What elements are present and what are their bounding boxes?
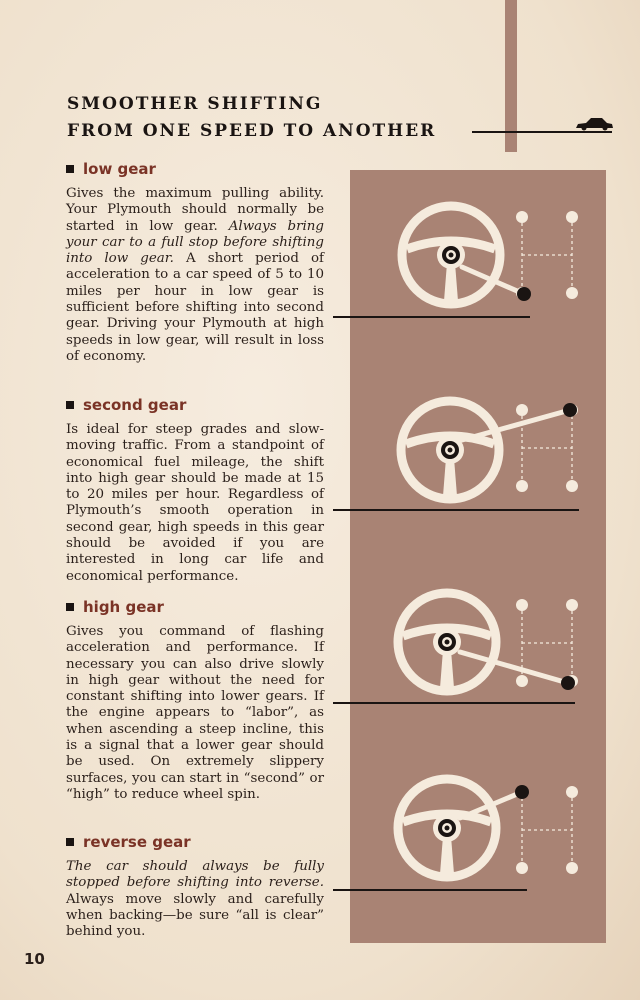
diagram-high-gear: [398, 593, 578, 691]
gear-shift-pattern-icon: [516, 599, 578, 687]
gear-shift-pattern-icon: [516, 786, 578, 874]
paragraph-low-gear: [66, 186, 324, 365]
section-heading-reverse-gear: [66, 833, 191, 851]
steering-wheel-icon: [398, 593, 496, 691]
text-plain: Is ideal for steep grades and slow-moving traffic. From a standpoint of economical fuel mileage, the shift into high gear should be made at 15 to 20 miles per hour. Regardless of Plymouth’s smooth operation in second gear, high speeds in this gear should be avoided if you are interested in long car life and economical performance.: [66, 422, 324, 584]
bullet-square-icon: [66, 603, 74, 611]
heading-text: low gear: [83, 160, 156, 178]
heading-text: reverse gear: [83, 833, 191, 851]
callout-line-high-gear: [333, 702, 575, 704]
text-italic: Always bring your car to a full stop before shifting into low gear.: [66, 218, 324, 267]
title-accent-bar: [505, 0, 517, 152]
bullet-square-icon: [66, 838, 74, 846]
text-plain: Gives the maximum pulling ability. Your Plymouth should normally be started in low gear.: [66, 186, 324, 234]
section-heading-second-gear: [66, 396, 186, 414]
title-line-2: FROM ONE SPEED TO ANOTHER: [67, 121, 437, 141]
paragraph-high-gear: [66, 624, 324, 803]
bullet-square-icon: [66, 165, 74, 173]
steering-wheel-icon: [398, 779, 496, 877]
heading-text: high gear: [83, 598, 164, 616]
callout-line-low-gear: [333, 316, 530, 318]
paragraph-reverse-gear: [66, 859, 324, 940]
page-title: [67, 91, 436, 145]
text-plain: A short period of acceleration to a car speed of 5 to 10 miles per hour in low gear is sufficient before shifting into second gear. Driving your Plymouth at high speeds in low gear, will result in loss of economy.: [66, 251, 324, 364]
paragraph-second-gear: [66, 422, 324, 585]
callout-line-reverse-gear: [333, 889, 527, 891]
page-number: 10: [24, 950, 45, 968]
diagram-second-gear: [401, 401, 578, 499]
gear-shift-pattern-icon: [516, 211, 578, 299]
gear-diagrams: [350, 170, 606, 943]
text-plain: Always move slowly and carefully when backing—be sure “all is clear” behind you.: [66, 891, 324, 940]
callout-line-second-gear: [333, 509, 579, 511]
heading-text: second gear: [83, 396, 187, 414]
text-plain: Gives you command of flashing acceleration and performance. If necessary you can also drive slowly in high gear without the need for constant shifting into lower gears. If the engine appears to “labor”, as when ascending a steep incline, this is a signal that a lower gear should be used. On extremely slippery surfaces, you can start in “second” or “high” to reduce wheel spin.: [66, 624, 324, 802]
text-italic: The car should always be fully stopped before shifting into reverse.: [66, 859, 324, 891]
section-heading-high-gear: [66, 598, 164, 616]
steering-wheel-icon: [402, 206, 500, 304]
steering-wheel-icon: [401, 401, 499, 499]
diagram-reverse-gear: [398, 779, 578, 877]
car-icon: [574, 116, 614, 132]
bullet-square-icon: [66, 401, 74, 409]
section-heading-low-gear: [66, 160, 156, 178]
diagram-low-gear: [402, 206, 578, 304]
title-line-1: SMOOTHER SHIFTING: [67, 94, 323, 114]
